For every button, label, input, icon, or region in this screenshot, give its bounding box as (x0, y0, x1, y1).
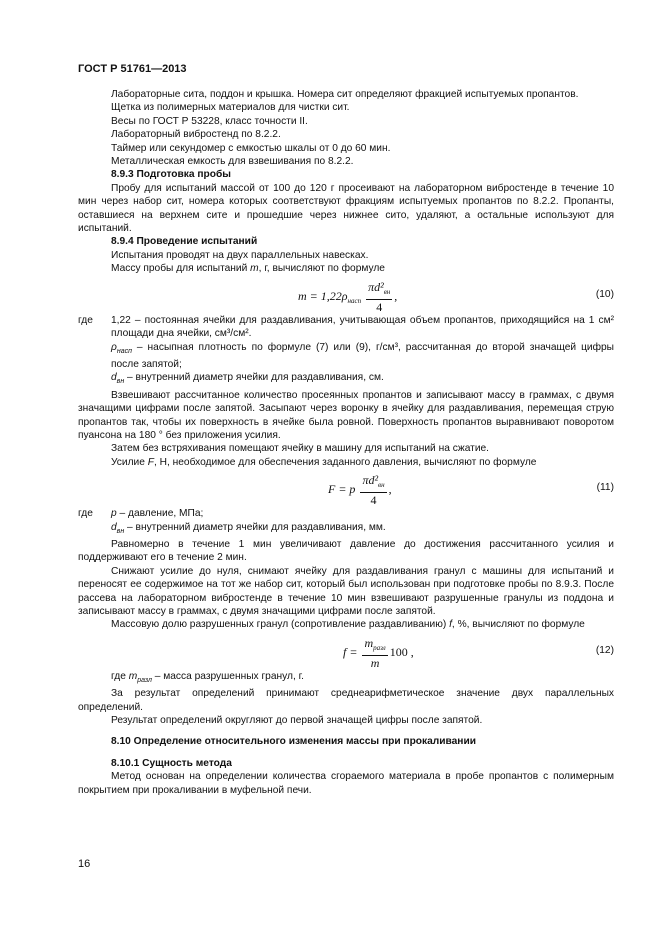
formula-expression (343, 636, 414, 670)
spacer (78, 727, 614, 735)
symbol: d (111, 372, 117, 384)
formula-11 (78, 471, 614, 508)
paragraph: Снижают усилие до нуля, снимают ячейку для раздавливания гранул с машины для испытаний и переносят ее содержимое на тот же набор сит, который был использован при подготовке пробы по 8.9.3. После рассева на лабораторном вибростенде в течение 10 мин взвешивают разрушенные гранулы из поддона и записывают массу в граммах, с двумя значащими цифрами после запятой. (78, 565, 614, 617)
formula-number: (12) (595, 644, 614, 656)
paragraph: Металлическая емкость для взвешивания по 8.2.2. (111, 156, 354, 168)
paragraph: За результат определений принимают среднеарифметическое значение двух параллельных определений. (78, 688, 614, 713)
paragraph (78, 262, 614, 275)
paragraph (78, 618, 614, 631)
formula-expression (298, 280, 397, 314)
numerator-subscript: разл (373, 643, 386, 652)
symbol: d (111, 521, 117, 533)
numerator-text: πd² (362, 473, 379, 488)
paragraph: Лабораторные сита, поддон и крышка. Номера сит определяют фракцией испытуемых пропантов. (111, 89, 579, 100)
section-heading: 8.9.4 Проведение испытаний (111, 236, 258, 248)
section-heading: 8.10.1 Сущность метода (111, 757, 232, 769)
where-item (78, 371, 614, 388)
paragraph: Щетка из полимерных материалов для чистки сит. (111, 102, 350, 114)
where-text: – давление, МПа; (119, 508, 204, 520)
formula-expression (328, 473, 392, 507)
where-text: – внутренний диаметр ячейки для раздавливания, см. (127, 372, 384, 384)
page-number: 16 (78, 858, 91, 870)
where-text: 1,22 – постоянная ячейки для раздавливания, учитывающая объем пропантов, приходящийся на 1 см² площади дна ячейки, см³/см². (111, 314, 614, 340)
paragraph: Лабораторный вибростенд по 8.2.2. (111, 129, 281, 141)
formula-lhs: m = 1,22ρ (298, 288, 348, 303)
variable: f (449, 619, 452, 631)
section-heading: 8.9.3 Подготовка пробы (111, 169, 231, 181)
where-item (78, 314, 614, 341)
where-label: где (78, 508, 93, 520)
formula-lhs: f = (343, 644, 358, 659)
numerator-text: m (364, 635, 374, 650)
text: , г, вычисляют по формуле (258, 263, 385, 275)
formula-subscript: насп (347, 296, 362, 305)
standard-header: ГОСТ Р 51761—2013 (78, 63, 187, 75)
symbol: ρ (111, 341, 117, 353)
text: , %, вычисляют по формуле (451, 619, 585, 631)
fraction (366, 280, 392, 314)
text: Массовую долю разрушенных гранул (сопротивление раздавливанию) (111, 619, 447, 631)
formula-number: (11) (596, 482, 614, 494)
paragraph: Метод основан на определении количества сгораемого материала в пробе пропантов с полимерным покрытием при прокаливании в муфельной печи. (78, 771, 614, 796)
where-label: где (111, 670, 126, 682)
where-text: – масса разрушенных гранул, г. (154, 670, 304, 682)
where-text: – внутренний диаметр ячейки для раздавливания, мм. (127, 521, 386, 533)
numerator-subscript: вн (378, 481, 385, 490)
variable: F (147, 456, 154, 468)
where-item (78, 507, 614, 520)
formula-10 (78, 278, 614, 312)
fraction-numerator (366, 280, 392, 300)
paragraph: Испытания проводят на двух параллельных навесках. (111, 249, 369, 261)
symbol-subscript: разл (137, 676, 152, 684)
formula-tail: , (388, 481, 392, 496)
spacer (78, 749, 614, 757)
fraction-numerator (360, 473, 386, 493)
where-item (78, 521, 614, 538)
symbol-subscript: насп (116, 347, 132, 355)
fraction (362, 636, 387, 670)
formula-12 (78, 634, 614, 668)
paragraph: Результат определений округляют до первой значащей цифры после запятой. (111, 715, 483, 727)
paragraph: Равномерно в течение 1 мин увеличивают давление до достижения рассчитанного усилия и поддерживают его в течение 2 мин. (78, 538, 614, 564)
numerator-text: πd² (368, 279, 384, 294)
paragraph: Пробу для испытаний массой от 100 до 120 г просеивают на лабораторном вибростенде в течение 10 мин через набор сит, номера которых соответствуют фракциям испытуемых пропантов по 8.2.2. Пропанты, оставшиеся на верхнем сите и прошедшие через нижнее сито, удаляют, а остальные используют для испытаний. (78, 182, 614, 235)
paragraph: Таймер или секундомер с емкостью шкалы от 0 до 60 мин. (111, 142, 391, 154)
fraction (360, 473, 386, 507)
text: , Н, необходимое для обеспечения заданного давления, вычисляют по формуле (153, 456, 537, 468)
formula-number: (10) (595, 288, 614, 300)
paragraph: Взвешивают рассчитанное количество просеянных пропантов и записывают массу в граммах, с двумя значащими цифрами после запятой. Засыпают через воронку в ячейку для раздавливания, перемещая струю пропантов так, чтобы их поверхность в ячейке была ровной. Поверхность пропантов выравнивают поворотом пуансона на 180 ° без приложения усилия. (78, 389, 614, 441)
numerator-subscript: вн (383, 287, 391, 296)
symbol-subscript: вн (116, 527, 125, 535)
symbol-subscript: вн (116, 378, 125, 386)
paragraph: Затем без встряхивания помещают ячейку в машину для испытаний на сжатие. (111, 443, 490, 455)
fraction-denominator: 4 (376, 299, 383, 314)
fraction-numerator (362, 636, 387, 656)
formula-tail: , (394, 288, 398, 303)
fraction-denominator: 4 (370, 493, 377, 508)
text: Усилие (111, 456, 145, 468)
symbol: p (111, 508, 117, 520)
formula-tail: 100 , (389, 644, 414, 659)
text: Массу пробы для испытаний (111, 263, 248, 275)
symbol: m (128, 670, 138, 682)
where-item (78, 670, 614, 687)
where-text: – насыпная плотность по формуле (7) или (9), г/см³, рассчитанная до второй значащей цифры после запятой; (111, 341, 614, 370)
where-label: где (78, 314, 93, 326)
where-item (78, 341, 614, 372)
section-heading: 8.10 Определение относительного изменения массы при прокаливании (111, 736, 476, 748)
fraction-denominator: m (370, 655, 380, 670)
paragraph: Весы по ГОСТ Р 53228, класс точности II. (111, 115, 308, 127)
page-content (78, 88, 614, 797)
paragraph (78, 456, 614, 469)
variable: m (250, 263, 259, 275)
formula-lhs: F = p (328, 481, 356, 496)
